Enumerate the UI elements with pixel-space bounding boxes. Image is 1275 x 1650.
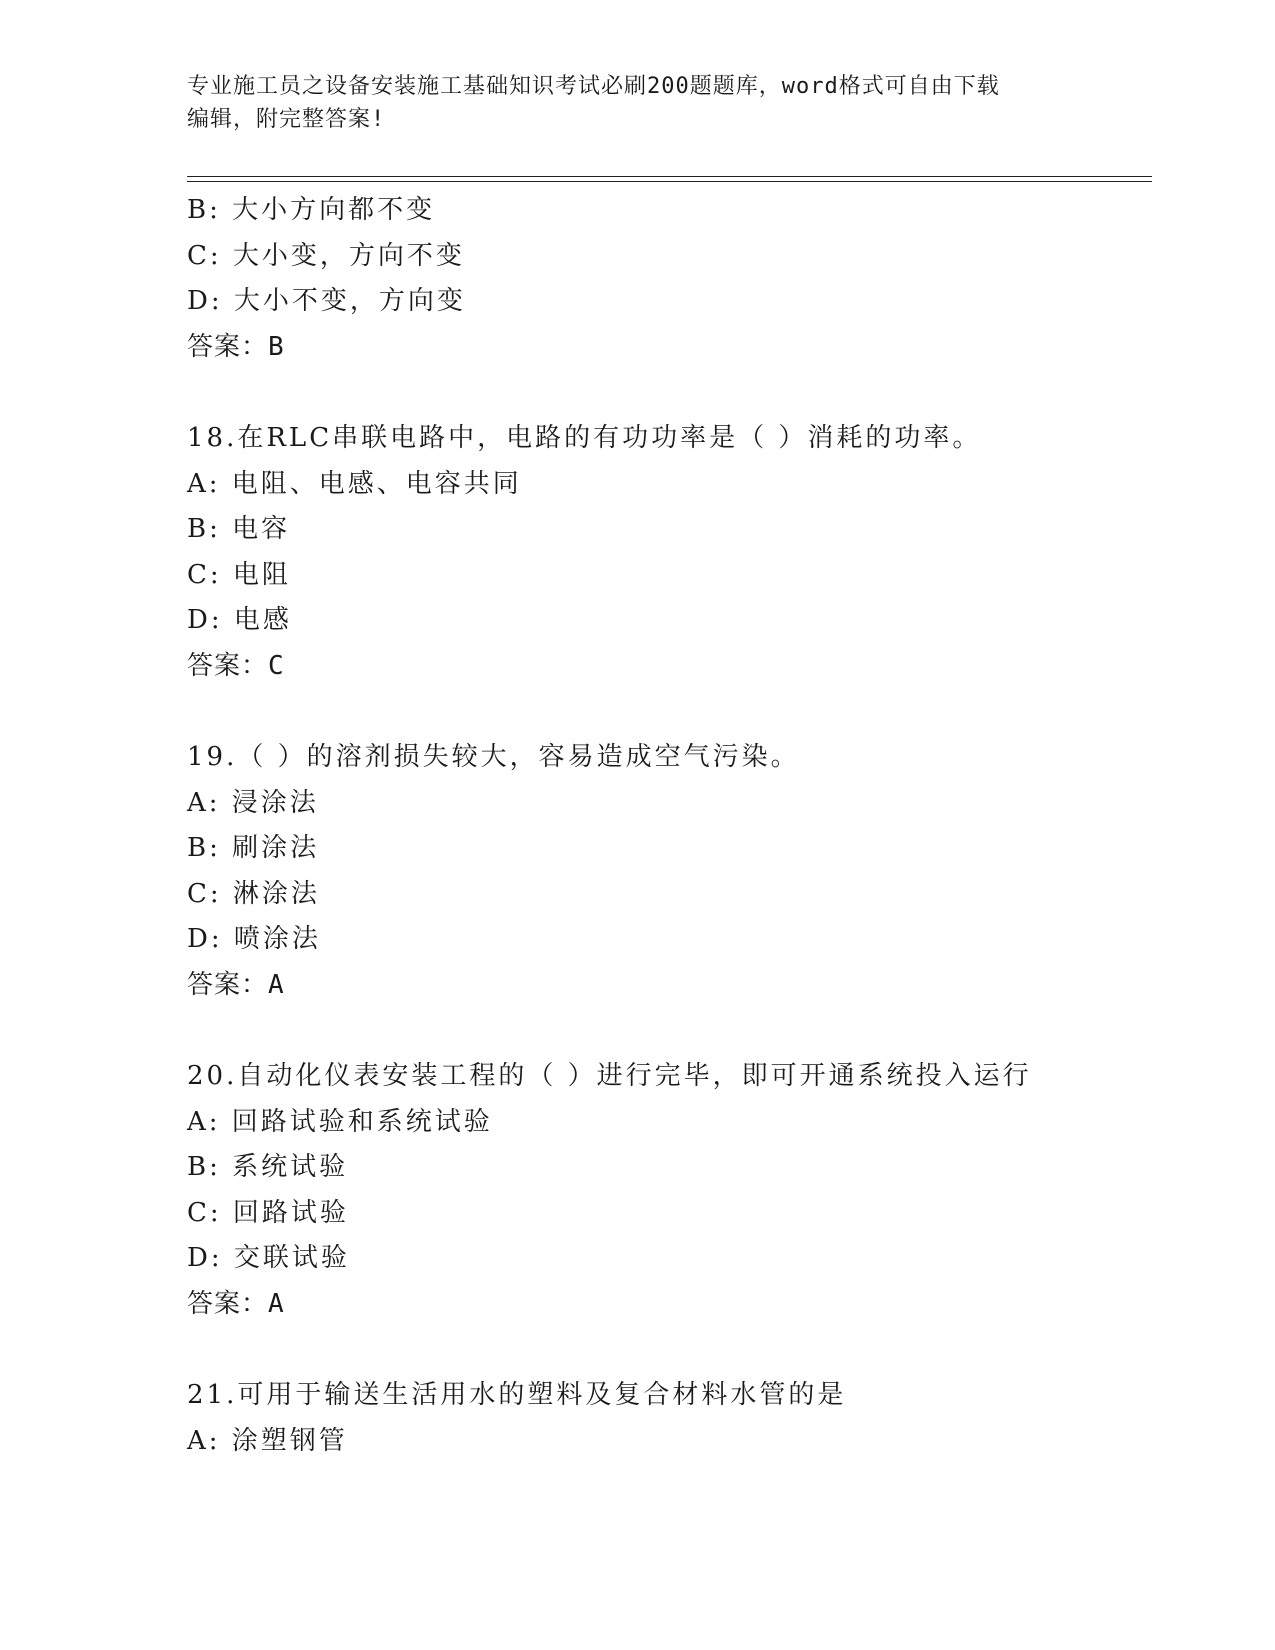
question-text: 20.自动化仪表安装工程的（ ）进行完毕，即可开通系统投入运行 <box>187 1061 1032 1091</box>
option-c: C: 大小变，方向不变 <box>187 240 465 271</box>
block-spacer <box>187 689 1147 735</box>
question-text: 21.可用于输送生活用水的塑料及复合材料水管的是 <box>187 1380 847 1410</box>
question-block-19 <box>187 735 1147 1008</box>
header-divider-bottom <box>187 181 1152 182</box>
option-b: B: 系统试验 <box>187 1152 349 1182</box>
option-d: D: 喷涂法 <box>187 924 321 954</box>
option-c: C: 淋涂法 <box>187 878 320 909</box>
option-d: D: 大小不变，方向变 <box>187 286 466 316</box>
option-a: A: 回路试验和系统试验 <box>187 1106 493 1137</box>
option-a: A: 浸涂法 <box>187 787 319 818</box>
question-block-21 <box>187 1373 1147 1464</box>
document-header <box>187 70 1087 136</box>
option-b: B: 大小方向都不变 <box>187 195 436 225</box>
header-title-line-1: 专业施工员之设备安装施工基础知识考试必刷200题题库，word格式可自由下载 <box>187 74 1000 99</box>
header-title-line-2: 编辑，附完整答案! <box>187 107 386 132</box>
option-b: B: 电容 <box>187 514 291 544</box>
option-b: B: 刷涂法 <box>187 833 320 863</box>
option-d: D: 电感 <box>187 605 292 635</box>
question-block-17 <box>187 188 1147 370</box>
question-block-18 <box>187 416 1147 689</box>
answer-line: 答案：A <box>187 1288 285 1319</box>
option-a: A: 电阻、电感、电容共同 <box>187 468 522 499</box>
answer-line: 答案：B <box>187 331 285 362</box>
answer-line: 答案：A <box>187 969 285 1000</box>
option-c: C: 电阻 <box>187 559 291 590</box>
answer-line: 答案：C <box>187 650 285 681</box>
option-c: C: 回路试验 <box>187 1197 349 1228</box>
block-spacer <box>187 1327 1147 1373</box>
header-divider-top <box>187 176 1152 177</box>
option-a: A: 涂塑钢管 <box>187 1425 348 1456</box>
option-d: D: 交联试验 <box>187 1243 350 1273</box>
question-block-20 <box>187 1054 1147 1327</box>
question-text: 19.（ ）的溶剂损失较大，容易造成空气污染。 <box>187 742 800 772</box>
block-spacer <box>187 370 1147 416</box>
block-spacer <box>187 1008 1147 1054</box>
question-text: 18.在RLC串联电路中，电路的有功功率是（ ）消耗的功率。 <box>187 423 982 453</box>
question-list <box>187 188 1147 1464</box>
